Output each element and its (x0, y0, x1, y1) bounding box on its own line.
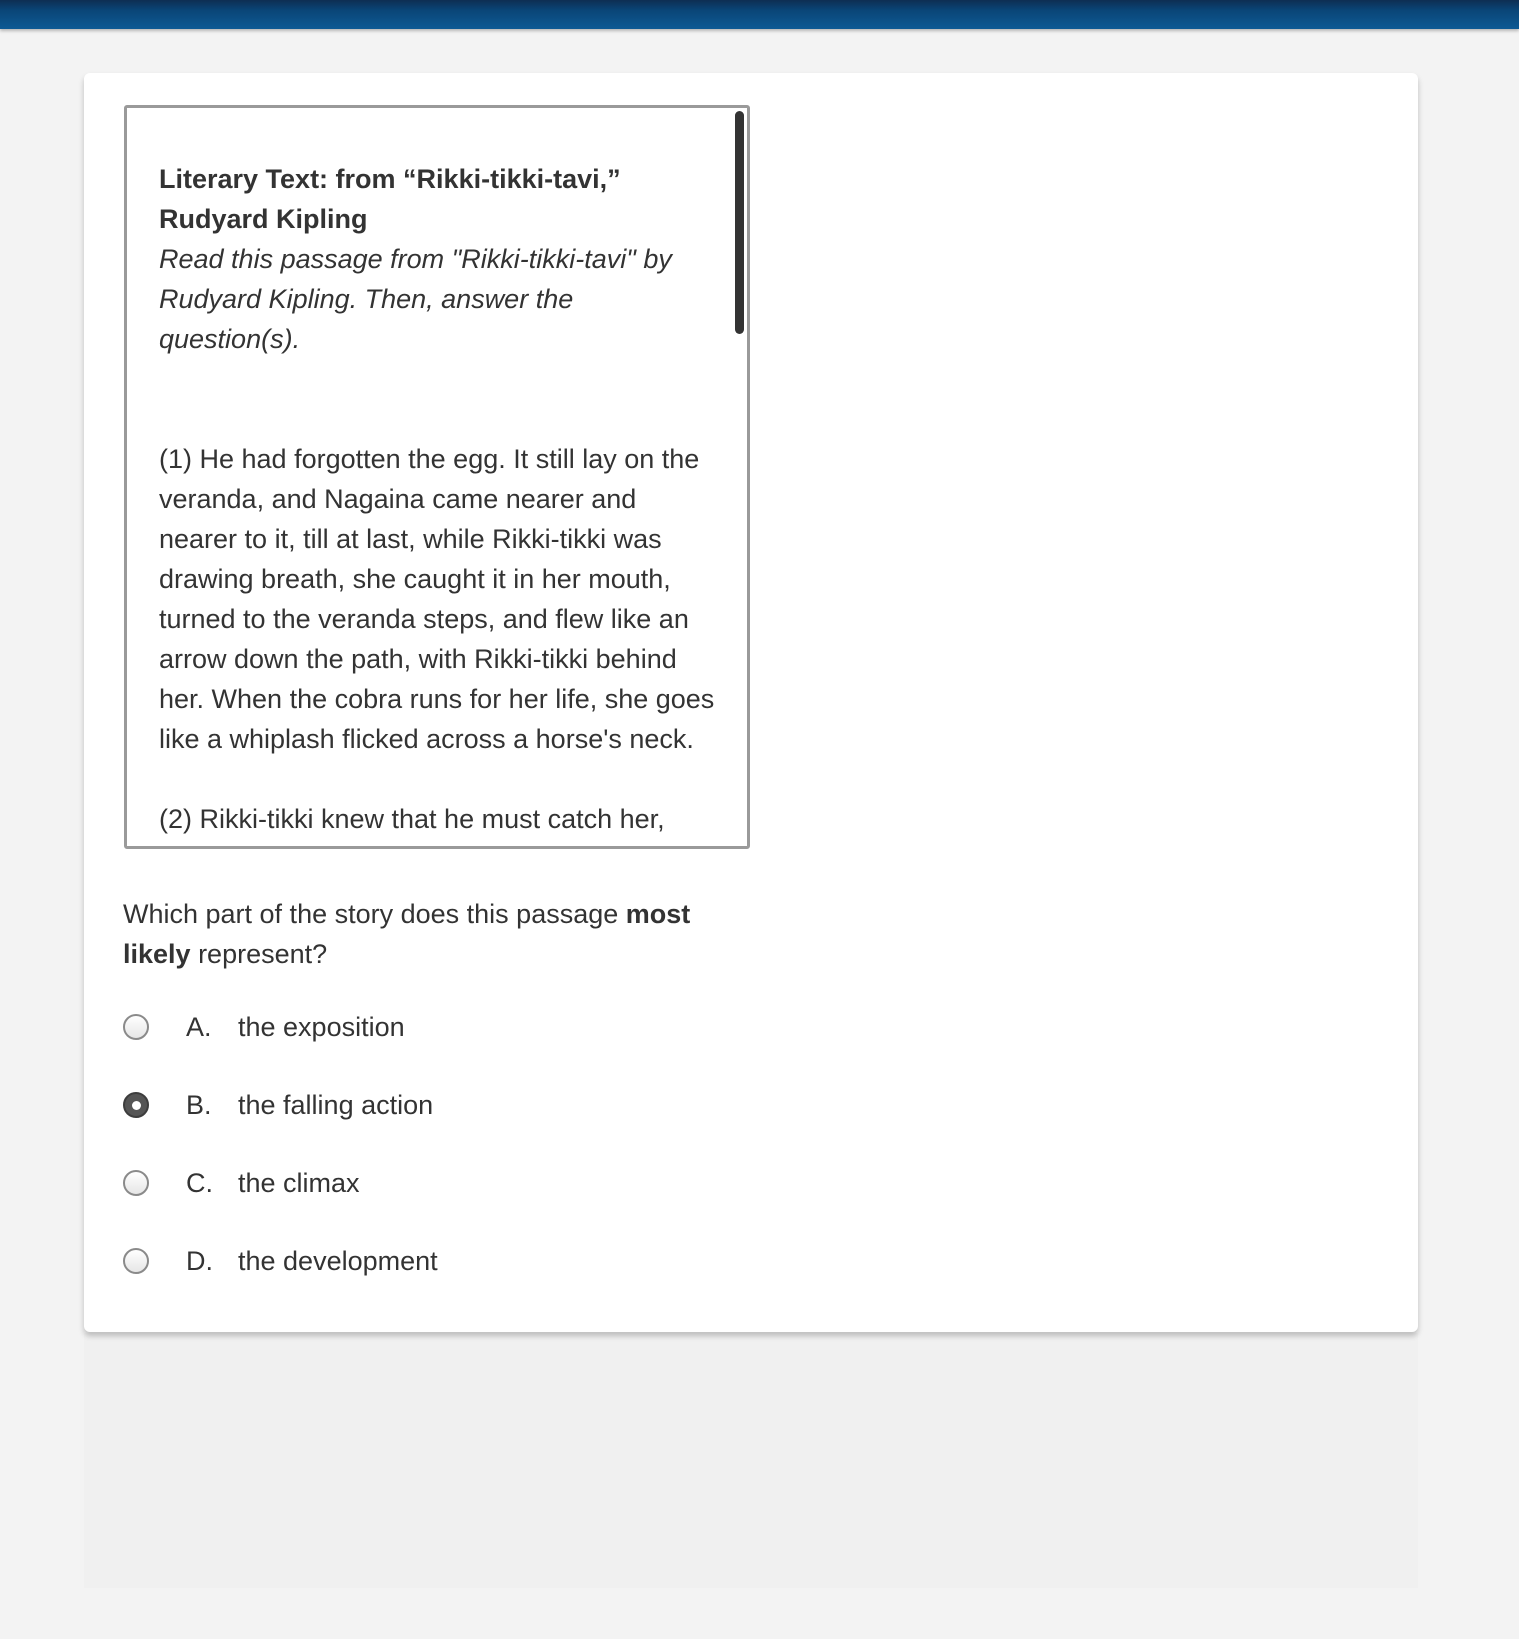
passage-content (159, 159, 719, 839)
option-text-d: the development (238, 1245, 438, 1276)
passage-scrollbar-thumb[interactable] (735, 111, 744, 334)
option-letter-d: D. (186, 1245, 213, 1276)
question-text-after: represent? (190, 939, 328, 969)
top-header-bar (0, 0, 1519, 29)
option-letter-b: B. (186, 1089, 212, 1120)
option-letter-c: C. (186, 1167, 213, 1198)
option-letter-a: A. (186, 1011, 212, 1042)
passage-instruction: Read this passage from "Rikki-tikki-tavi" by Rudyard Kipling. Then, answer the question(s). (159, 244, 672, 354)
answer-option-a[interactable] (123, 1007, 405, 1047)
passage-paragraph-2: (2) Rikki-tikki knew that he must catch her, (159, 804, 665, 834)
answer-option-d[interactable] (123, 1241, 438, 1281)
radio-button-b[interactable] (123, 1092, 149, 1118)
radio-button-d[interactable] (123, 1248, 149, 1274)
question-card (84, 73, 1418, 1332)
lower-panel (84, 1333, 1418, 1588)
answer-option-c[interactable] (123, 1163, 360, 1203)
radio-button-c[interactable] (123, 1170, 149, 1196)
question-emphasis: most likely (123, 899, 691, 969)
option-text-b: the falling action (238, 1089, 434, 1120)
option-text-c: the climax (238, 1167, 360, 1198)
passage-paragraph-1: (1) He had forgotten the egg. It still lay on the veranda, and Nagaina came nearer and nearer to it, till at last, while Rikki-tikki was drawing breath, she caught it in her mouth, turned to the veranda steps, and flew like an arrow down the path, with Rikki-tikki behind her. When the cobra runs for her life, she goes like a whiplash flicked across a horse's neck. (159, 444, 715, 754)
question-prompt (123, 894, 763, 974)
radio-button-a[interactable] (123, 1014, 149, 1040)
option-text-a: the exposition (238, 1011, 405, 1042)
passage-scroll-box[interactable] (124, 105, 750, 849)
passage-title: Literary Text: from “Rikki-tikki-tavi,” Rudyard Kipling (159, 164, 621, 234)
answer-option-b[interactable] (123, 1085, 433, 1125)
question-text-before: Which part of the story does this passage (123, 899, 626, 929)
